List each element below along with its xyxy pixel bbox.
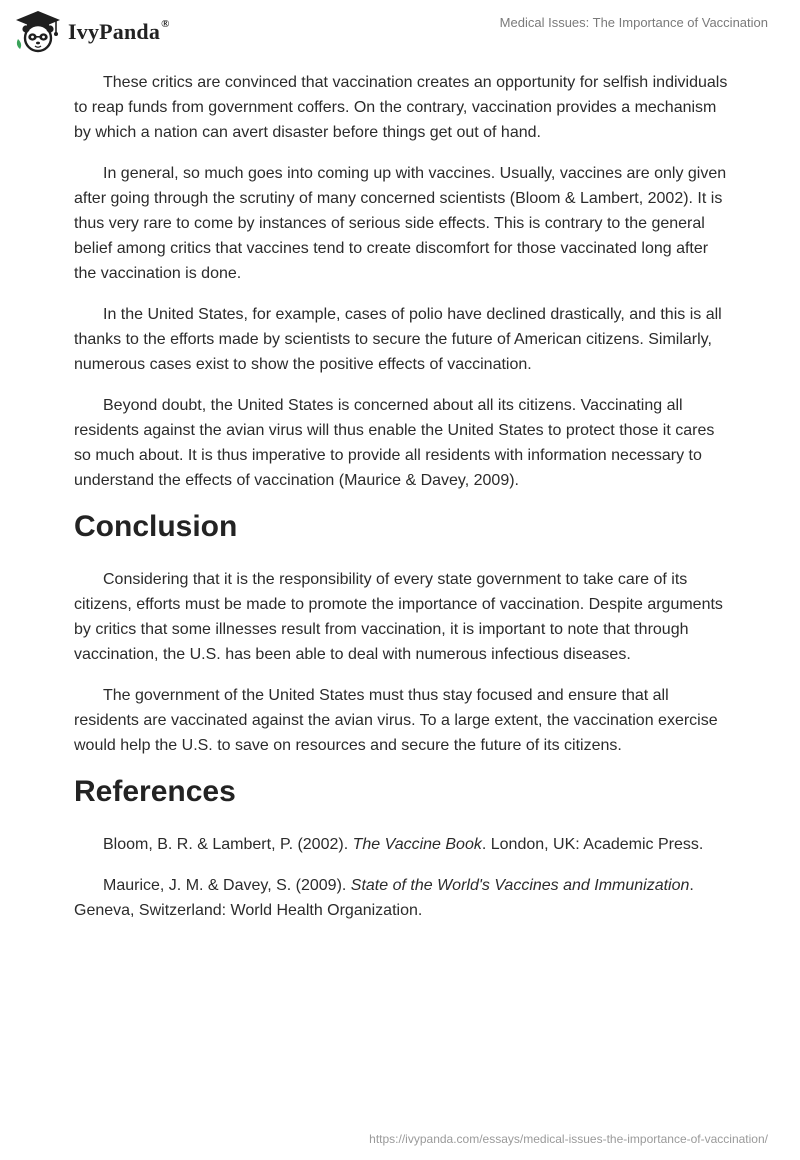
logo[interactable] [14,8,170,54]
source-url[interactable]: https://ivypanda.com/essays/medical-issues-the-importance-of-vaccination/ [369,1132,768,1146]
body-paragraph: In the United States, for example, cases of polio have declined drastically, and this is all thanks to the efforts made by scientists to secure the future of American citizens. Similarly, numerous cases exist to show the positive effects of vaccination. [74,306,722,373]
reference-title: State of the World's Vaccines and Immunization [350,877,690,894]
body-paragraph: These critics are convinced that vaccination creates an opportunity for selfish individuals to reap funds from government coffers. On the contrary, vaccination provides a mechanism by which a nation can avert disaster before things get out of hand. [74,74,728,141]
reference-entry: Maurice, J. M. & Davey, S. (2009). State of the World's Vaccines and Immunization. Geneva, Switzerland: World Health Organization. [74,877,694,919]
conclusion-paragraph: The government of the United States must thus stay focused and ensure that all residents are vaccinated against the avian virus. To a large extent, the vaccination exercise would help the U.S. to save on resources and secure the future of its citizens. [74,687,718,754]
body-paragraph: Beyond doubt, the United States is concerned about all its citizens. Vaccinating all residents against the avian virus will thus enable the United States to protect those it cares so much about. It is thus imperative to provide all residents with information necessary to understand the effects of vaccination (Maurice & Davey, 2009). [74,397,715,489]
page-header [0,0,800,62]
essay-content [74,70,734,939]
document-title: Medical Issues: The Importance of Vaccination [499,15,768,30]
reference-entry: Bloom, B. R. & Lambert, P. (2002). The Vaccine Book. London, UK: Academic Press. [103,836,704,853]
brand-name: IvyPanda® [68,17,170,44]
conclusion-paragraph: Considering that it is the responsibility of every state government to take care of its citizens, efforts must be made to promote the importance of vaccination. Despite arguments by critics that some illnesses result from vaccination, it is important to note that through vaccination, the U.S. has been able to deal with numerous infectious diseases. [74,571,723,663]
conclusion-heading: Conclusion [74,510,238,543]
reference-title: The Vaccine Book [352,836,482,853]
references-heading: References [74,775,236,808]
body-paragraph: In general, so much goes into coming up with vaccines. Usually, vaccines are only given after going through the scrutiny of many concerned scientists (Bloom & Lambert, 2002). It is thus very rare to come by instances of serious side effects. This is contrary to the general belief among critics that vaccines tend to create discomfort for those vaccinated long after the vaccination is done. [74,165,727,282]
panda-graduate-icon [14,9,62,53]
